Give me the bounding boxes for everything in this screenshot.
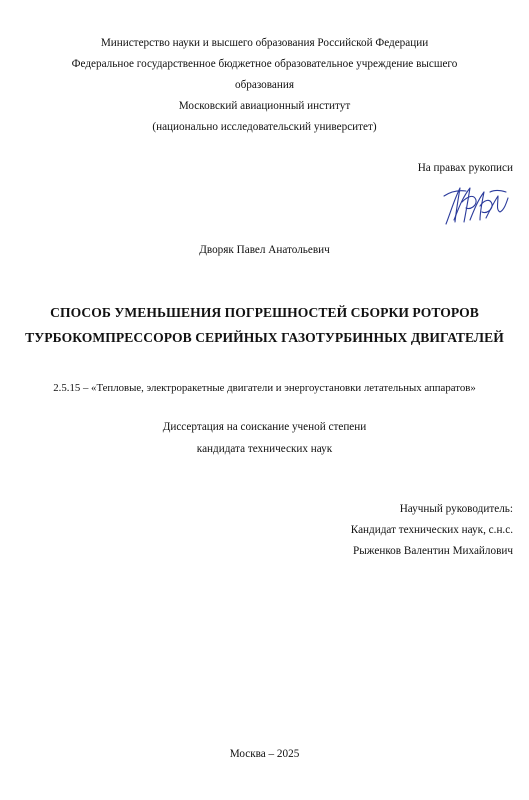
ministry-line: Министерство науки и высшего образования Российской Федерации [100,37,429,49]
degree-line-1: Диссертация на соискание ученой степени [162,421,367,433]
specialty-code: 2.5.15 – «Тепловые, электроракетные двигатели и энергоустановки летательных аппаратов» [53,382,476,394]
degree-line-2: кандидата технических наук [196,443,333,455]
institution-type-line-cont: образования [234,79,294,91]
university-subtitle: (национально исследовательский университет) [152,121,377,133]
supervisor-rank: Кандидат технических наук, с.н.с. [350,524,513,536]
institution-type-line: Федеральное государственное бюджетное образовательное учреждение высшего [71,58,458,70]
manuscript-note: На правах рукописи [417,162,513,174]
supervisor-label: Научный руководитель: [399,503,513,515]
signature-icon [440,180,512,230]
city-year: Москва – 2025 [229,748,300,760]
dissertation-title-line-2: ТУРБОКОМПРЕССОРОВ СЕРИЙНЫХ ГАЗОТУРБИННЫХ ДВИГАТЕЛЕЙ [25,330,504,345]
supervisor-name: Рыженков Валентин Михайлович [353,545,513,557]
dissertation-title-line-1: СПОСОБ УМЕНЬШЕНИЯ ПОГРЕШНОСТЕЙ СБОРКИ РОТОРОВ [50,305,479,320]
author-name: Дворяк Павел Анатольевич [199,244,330,256]
university-name: Московский авиационный институт [178,100,351,112]
